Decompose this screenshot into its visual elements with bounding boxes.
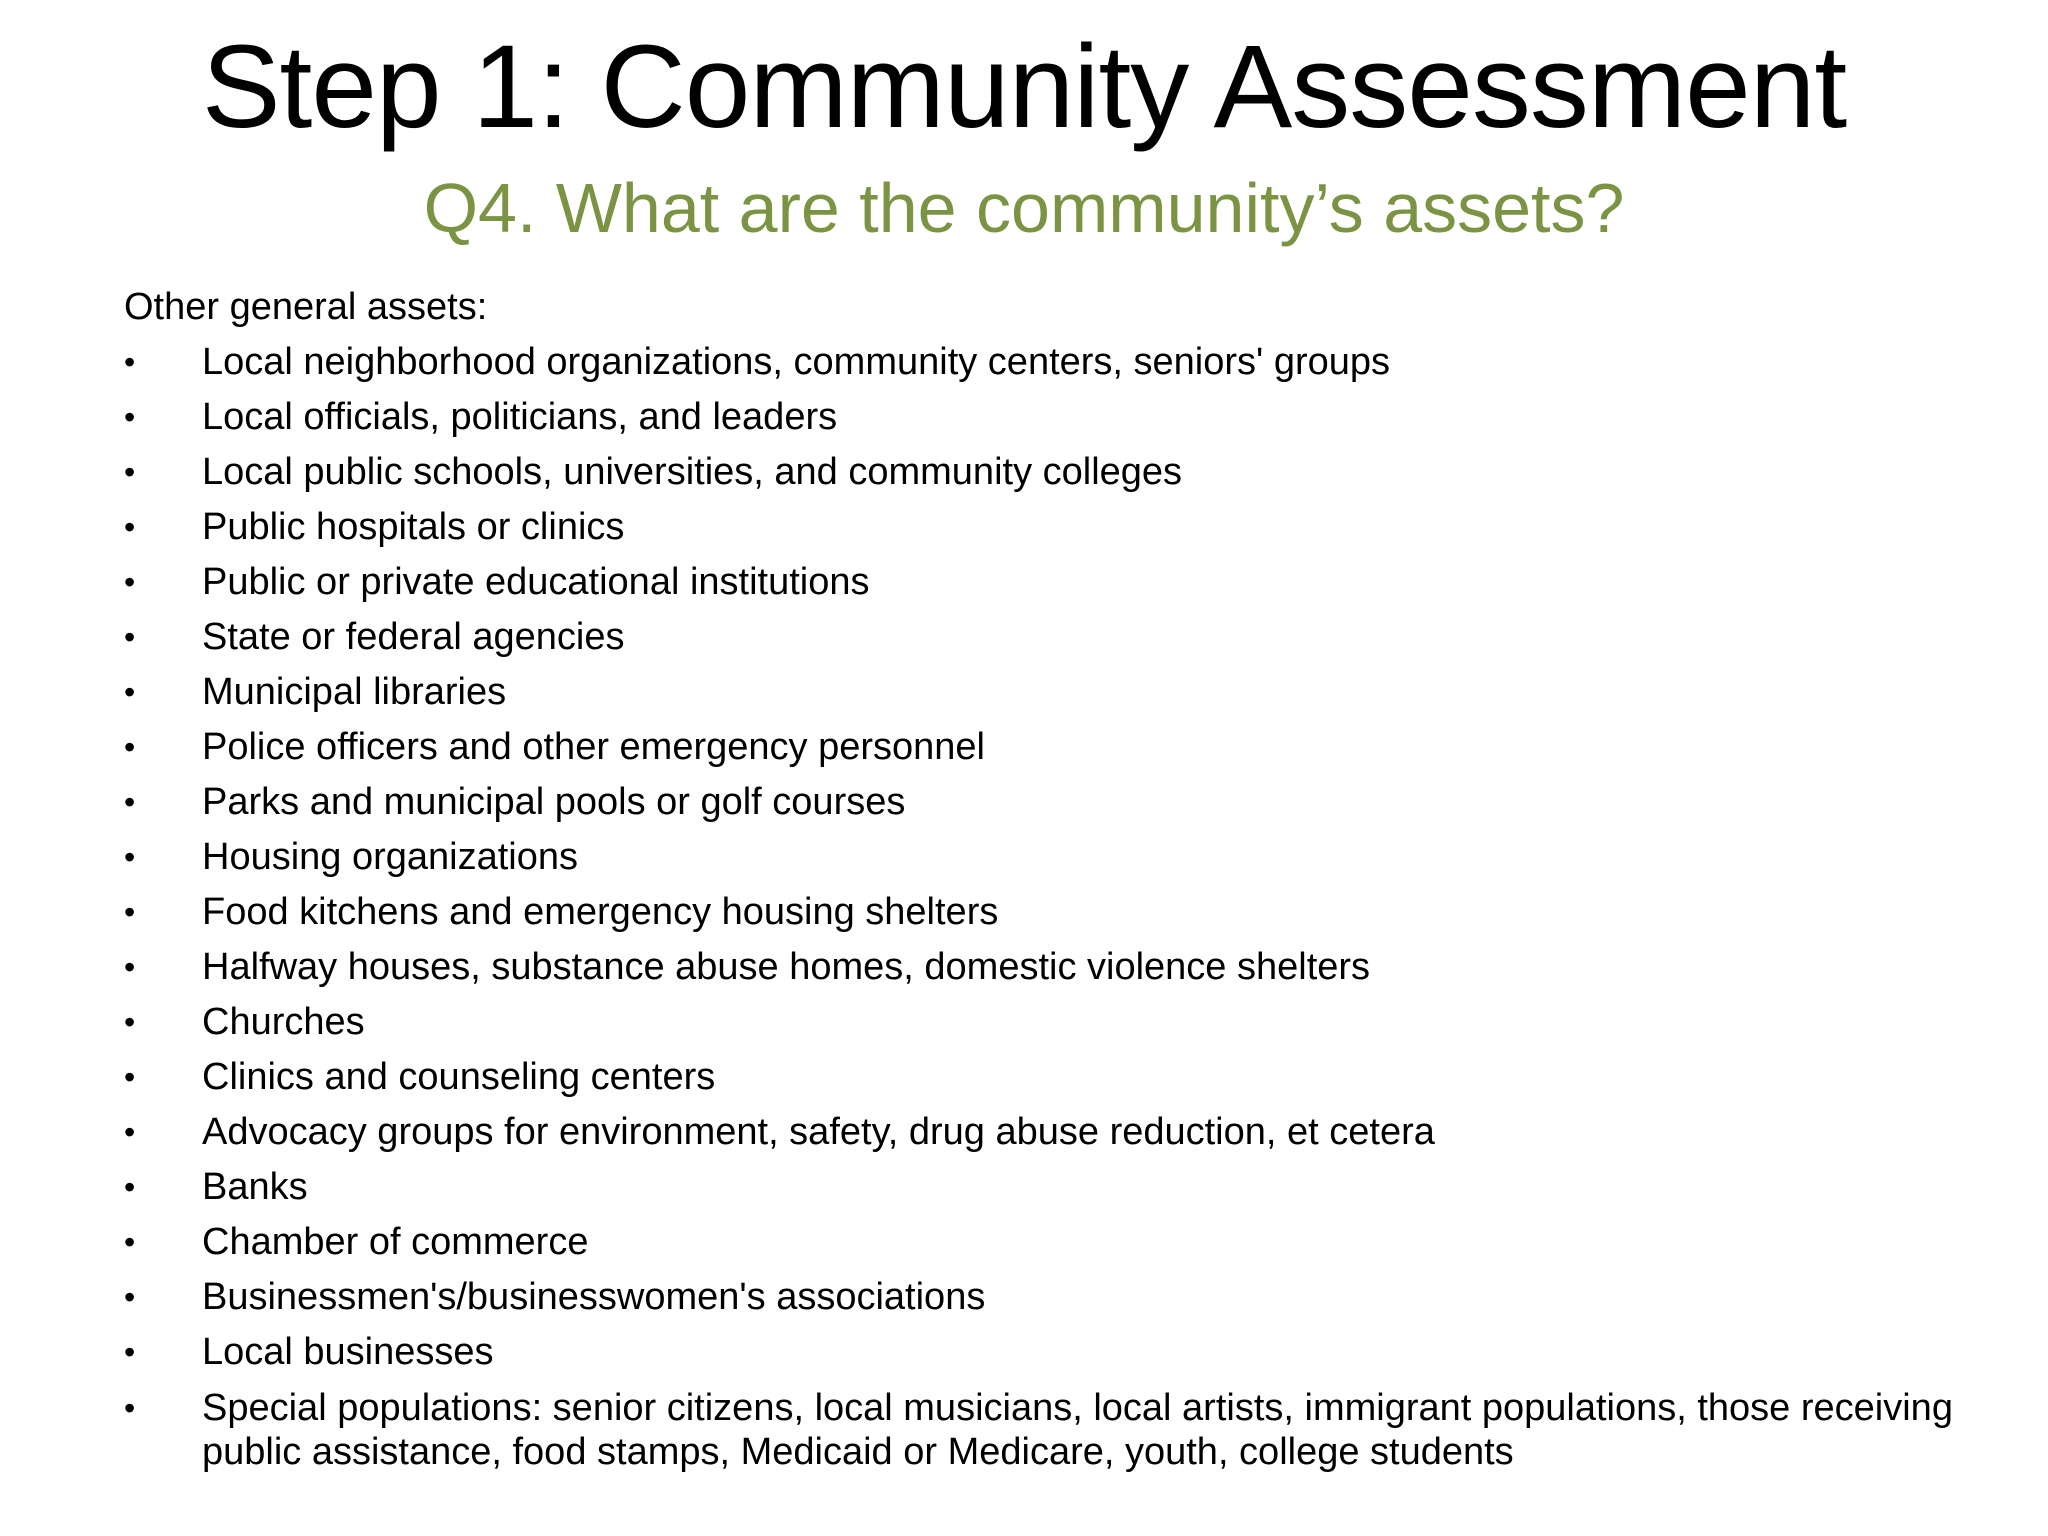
list-item-text: Police officers and other emergency personnel (202, 726, 985, 768)
list-item (124, 1050, 1984, 1105)
list-item-text: Churches (202, 1001, 365, 1043)
list-item-text: Clinics and counseling centers (202, 1056, 716, 1098)
list-item-text: State or federal agencies (202, 616, 625, 658)
list-item (124, 555, 1984, 610)
bullet-icon: • (124, 949, 136, 985)
list-item-text: Public or private educational institutions (202, 561, 870, 603)
list-item (124, 1105, 1984, 1160)
list-item-text: Parks and municipal pools or golf courses (202, 781, 906, 823)
list-item-text: Businessmen's/businesswomen's associations (202, 1276, 986, 1318)
bullet-icon: • (124, 729, 136, 765)
list-item-text: Local officials, politicians, and leaders (202, 396, 838, 438)
list-item-text: Special populations: senior citizens, local musicians, local artists, immigrant populations, those receiving public assistance, food stamps, Medicaid or Medicare, youth, college students (202, 1387, 1953, 1473)
bullet-icon: • (124, 1169, 136, 1205)
list-item (124, 830, 1984, 885)
list-item-text: Halfway houses, substance abuse homes, domestic violence shelters (202, 946, 1371, 988)
list-item-text: Local businesses (202, 1331, 494, 1373)
intro-text: Other general assets: (124, 286, 488, 328)
bullet-icon: • (124, 674, 136, 710)
list-item-text: Chamber of commerce (202, 1221, 589, 1263)
bullet-icon: • (124, 839, 136, 875)
slide-subtitle: Q4. What are the community’s assets? (423, 169, 1625, 247)
list-item-text: Local public schools, universities, and community colleges (202, 451, 1183, 493)
list-item (124, 1160, 1984, 1215)
list-item (124, 1380, 1984, 1474)
slide-body (124, 280, 1984, 1474)
bullet-icon: • (124, 619, 136, 655)
bullet-icon: • (124, 564, 136, 600)
bullet-icon: • (124, 1004, 136, 1040)
list-item (124, 500, 1984, 555)
list-item-text: Housing organizations (202, 836, 579, 878)
bullet-icon: • (124, 1114, 136, 1150)
list-item (124, 775, 1984, 830)
list-item (124, 610, 1984, 665)
list-item (124, 445, 1984, 500)
bullet-icon: • (124, 784, 136, 820)
list-item-text: Public hospitals or clinics (202, 506, 625, 548)
list-item-text: Municipal libraries (202, 671, 507, 713)
list-item (124, 390, 1984, 445)
list-item (124, 885, 1984, 940)
bullet-icon: • (124, 1390, 136, 1426)
list-item (124, 1215, 1984, 1270)
bullet-icon: • (124, 1224, 136, 1260)
list-item-text: Banks (202, 1166, 308, 1208)
asset-list (124, 335, 1984, 1474)
list-item (124, 665, 1984, 720)
list-item (124, 1325, 1984, 1380)
slide-title: Step 1: Community Assessment (201, 21, 1847, 153)
bullet-icon: • (124, 1059, 136, 1095)
list-item (124, 335, 1984, 390)
list-item-text: Food kitchens and emergency housing shelters (202, 891, 999, 933)
list-item (124, 995, 1984, 1050)
bullet-icon: • (124, 344, 136, 380)
bullet-icon: • (124, 1279, 136, 1315)
list-item (124, 1270, 1984, 1325)
list-item (124, 720, 1984, 775)
bullet-icon: • (124, 1334, 136, 1370)
list-item-text: Local neighborhood organizations, community centers, seniors' groups (202, 341, 1391, 383)
list-item-text: Advocacy groups for environment, safety, drug abuse reduction, et cetera (202, 1111, 1435, 1153)
bullet-icon: • (124, 509, 136, 545)
list-item (124, 940, 1984, 995)
bullet-icon: • (124, 399, 136, 435)
bullet-icon: • (124, 454, 136, 490)
bullet-icon: • (124, 894, 136, 930)
